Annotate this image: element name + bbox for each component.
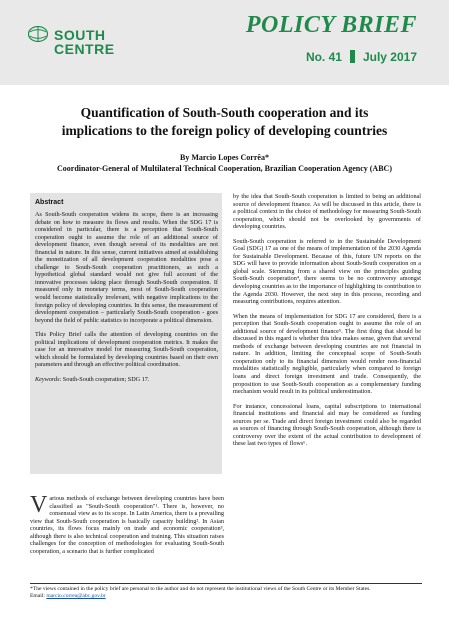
intro-paragraph — [30, 492, 224, 555]
email-link[interactable]: marcio.correa@abc.gov.br — [46, 593, 106, 599]
abstract-body — [35, 211, 218, 383]
email-label: Email: — [30, 593, 47, 599]
org-name-line2: CENTRE — [54, 41, 115, 57]
title-line-2: implications to the foreign policy of developing countries — [61, 123, 388, 138]
author-line: By Marcio Lopes Corrêa* — [180, 153, 269, 162]
abstract-paragraph: As South-South cooperation widens its scope, there is an increasing debate on how to measure its flows and results. When the SDG 17 is considered in particular, there is a perception that South-South cooperation ought to assume the role of an additional source of development finance, even though several of its modalities are not financial in nature. In this sense, current initiatives aimed at establishing the monetization of all development cooperation modalities pose a challenge to South-South cooperation practitioners, as such a hypothetical global standard would not give full account of the innovative processes taking place through South-South cooperation. If measured only in monetary terms, most of South-South cooperation would become statistically irrelevant, with negative implications to the foreign policy of developing countries. In this sense, the measurement of development cooperation – particularly South-South cooperation - goes beyond the field of public statistics to incorporate a political dimension. — [35, 211, 218, 324]
footnote-text: *The views contained in the policy brief are personal to the author and do not represent the institutional views of the South Centre or its Member States. — [30, 586, 371, 592]
org-name-line1: SOUTH — [54, 27, 106, 43]
footnote — [30, 586, 422, 600]
article-title — [40, 104, 409, 140]
author-affiliation: Coordinator-General of Multilateral Technical Cooperation, Brazilian Cooperation Agency (ABC) — [56, 164, 392, 173]
title-line-1: Quantification of South-South cooperation and its — [80, 105, 369, 120]
intro-section — [30, 492, 224, 555]
drop-cap: V — [30, 492, 48, 518]
abstract-box — [30, 193, 222, 474]
author-block — [30, 152, 419, 174]
intro-text: arious methods of exchange between developing countries have been classified as "South-South cooperation"¹. There is, however, no consensual view as to its scope. In Latin America, there is a prevailing view that South-South cooperation is basically capacity building². In Asian countries, its flows focus mainly on trade and economic cooperation³, although there is also technical cooperation and training. This situation raises challenges for the conception of methodologies for evaluating South-South cooperation, a scenario that is further complicated — [30, 495, 224, 555]
footnote-email-line — [30, 593, 422, 600]
divider-bar — [350, 50, 355, 63]
keywords-line — [35, 376, 218, 384]
body-paragraph: by the idea that South-South cooperation is limited to being an additional source of development finance. As will be discussed in this article, there is a political context in the choice of methodology for measuring South-South cooperation, which should not be overlooked by governments of developing countries. — [233, 193, 421, 231]
series-title: POLICY BRIEF — [245, 12, 417, 38]
issue-line — [306, 50, 417, 64]
org-name — [54, 28, 115, 56]
footnote-divider — [30, 583, 422, 584]
keywords-text: : South-South cooperation; SDG 17. — [59, 375, 150, 383]
south-centre-globe-icon — [28, 26, 48, 42]
issue-date: July 2017 — [362, 50, 417, 64]
issue-number: No. 41 — [305, 50, 342, 64]
abstract-heading: Abstract — [35, 199, 64, 206]
body-paragraph: When the means of implementation for SDG 17 are considered, there is a perception that South-South cooperation ought to assume the role of an additional source of development finance⁵. The first thing that should be discussed in this regard is whether this idea makes sense, given that several methods of exchange between developing countries are not financial in nature. In addition, limiting the conceptual scope of South-South cooperation only to its financial dimension would render non-financial modalities statistically negligible, particularly when compared to foreign loans and direct foreign investment and trade. Consequently, the proposition to use South-South cooperation as a complementary funding mechanism would result in its political underestimation. — [233, 312, 421, 396]
keywords-label: Keywords — [35, 375, 60, 383]
header-banner — [0, 0, 449, 85]
body-paragraph: South-South cooperation is referred to in the Sustainable Development Goal (SDG) 17 as one of the means of implementation of the 2030 Agenda for Sustainable Development. Because of this, future UN reports on the SDG will have to provide information about South-South cooperation on a global scale. Stemming from a shared view on the principles guiding South-South cooperation⁴, there seems to be no controversy amongst developing countries as to the importance of highlighting its contribution to the Agenda 2030. However, the next step in this process, recording and measuring contributions, requires attention. — [233, 237, 421, 306]
abstract-paragraph: This Policy Brief calls the attention of developing countries on the political implications of development cooperation metrics. It makes the case for an innovative model for measuring South-South cooperation, which should be formulated by developing countries based on their own parameters and through an effective political coordination. — [35, 331, 218, 369]
body-paragraph: For instance, concessional loans, capital subscriptions to international financial institutions and financial aid may be considered as funding sources per se. Trade and direct foreign investment could also be regarded as sources of financing through South-South cooperation, although there is controversy over the extent of the actual contribution to development of these last two types of flows⁶. — [233, 402, 421, 448]
right-column — [233, 193, 421, 448]
